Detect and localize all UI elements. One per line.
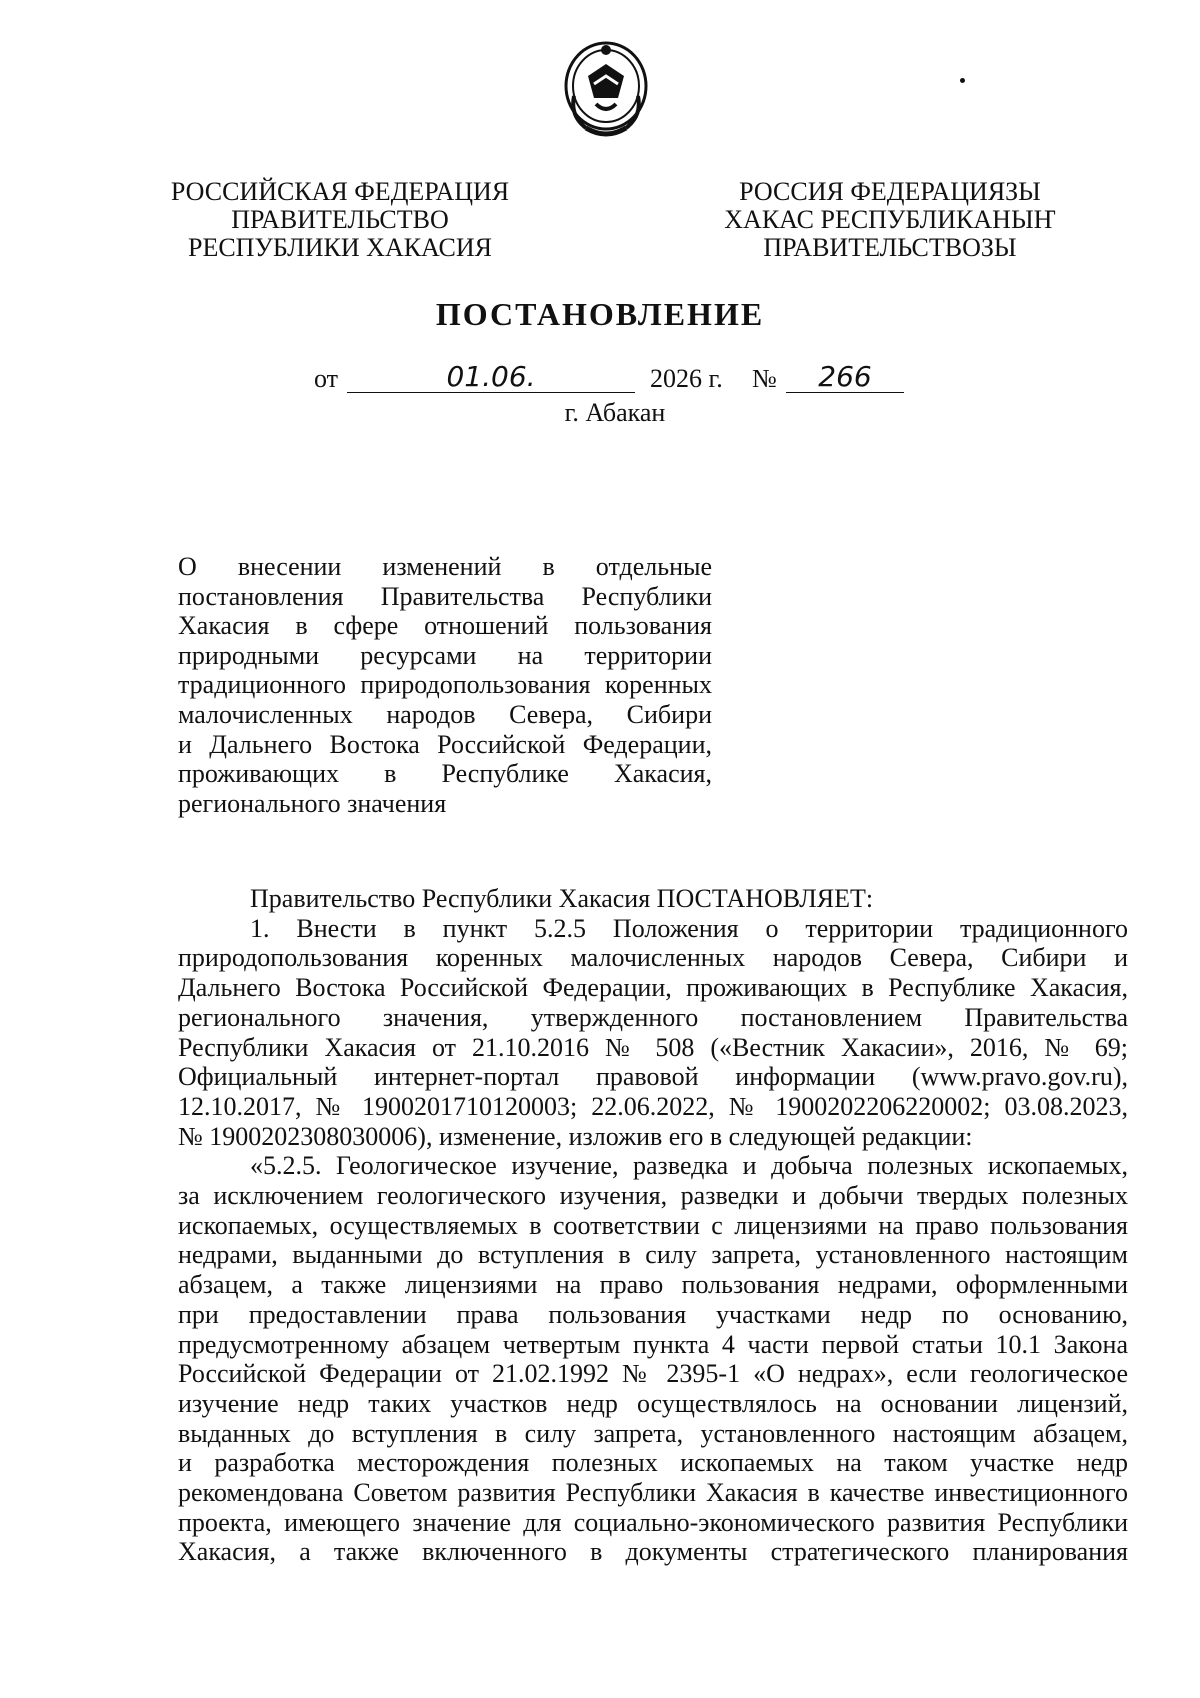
document-body	[178, 884, 1128, 1567]
body-line: при предоставлении права пользования участками недр по основанию,	[178, 1299, 1128, 1329]
header-left-block	[150, 178, 530, 262]
coat-of-arms-emblem	[556, 36, 656, 146]
header-right-line: РОССИЯ ФЕДЕРАЦИЯЗЫ	[739, 177, 1041, 206]
header-right-line: ПРАВИТЕЛЬСТВОЗЫ	[763, 233, 1017, 262]
subject-line: и Дальнего Востока Российской Федерации,	[178, 729, 712, 759]
date-prefix: от	[314, 364, 339, 393]
body-line: предусмотренному абзацем четвертым пункта 4 части первой статьи 10.1 Закона	[178, 1329, 1128, 1359]
body-line: «5.2.5. Геологическое изучение, разведка и добыча полезных ископаемых,	[250, 1151, 1128, 1181]
body-line: за исключением геологического изучения, разведки и добычи твердых полезных	[178, 1181, 1128, 1211]
body-line: ископаемых, осуществляемых в соответствии с лицензиями на право пользования	[178, 1210, 1128, 1240]
body-line: 1. Внести в пункт 5.2.5 Положения о территории традиционного	[250, 913, 1128, 943]
subject-line: природными ресурсами на территории	[178, 640, 712, 670]
body-line: проекта, имеющего значение для социально-экономического развития Республики	[178, 1507, 1128, 1537]
header-right-line: ХАКАС РЕСПУБЛИКАНЫҤ	[724, 205, 1056, 234]
subject-line: проживающих в Республике Хакасия,	[178, 759, 712, 789]
body-line: и разработка месторождения полезных ископаемых на таком участке недр	[178, 1448, 1128, 1478]
body-line: 12.10.2017, № 1900201710120003; 22.06.2022, № 1900202206220002; 03.08.2023,	[178, 1091, 1128, 1121]
header-left-line: РЕСПУБЛИКИ ХАКАСИЯ	[187, 233, 492, 262]
subject-line: традиционного природопользования коренных	[178, 670, 712, 700]
body-line: природопользования коренных малочисленных народов Севера, Сибири и	[178, 943, 1128, 973]
body-line: Правительство Республики Хакасия ПОСТАНОВЛЯЕТ:	[250, 884, 874, 913]
header-left-line: РОССИЙСКАЯ ФЕДЕРАЦИЯ	[170, 177, 510, 206]
number-field-handwritten: 266	[786, 362, 904, 393]
body-line: изучение недр таких участков недр осуществлялось на основании лицензий,	[178, 1388, 1128, 1418]
body-line: Официальный интернет-портал правовой информации (www.pravo.gov.ru),	[178, 1062, 1128, 1092]
header-left-line: ПРАВИТЕЛЬСТВО	[231, 205, 449, 234]
body-line: выданных до вступления в силу запрета, установленного настоящим абзацем,	[178, 1418, 1128, 1448]
body-line: Российской Федерации от 21.02.1992 № 2395-1 «О недрах», если геологическое	[178, 1359, 1128, 1389]
subject-line: Хакасия в сфере отношений пользования	[178, 611, 712, 641]
subject-line: регионального значения	[178, 788, 447, 818]
body-line: недрами, выданными до вступления в силу запрета, установленного настоящим	[178, 1240, 1128, 1270]
body-line: рекомендована Советом развития Республики Хакасия в качестве инвестиционного	[178, 1478, 1128, 1508]
body-line: абзацем, а также лицензиями на право пользования недрами, оформленными	[178, 1270, 1128, 1300]
document-title: ПОСТАНОВЛЕНИЕ	[435, 296, 765, 332]
subject-block	[178, 552, 712, 818]
body-line: Республики Хакасия от 21.10.2016 № 508 («Вестник Хакасии», 2016, № 69;	[178, 1032, 1128, 1062]
body-line: № 1900202308030006), изменение, изложив его в следующей редакции:	[178, 1121, 973, 1151]
scan-dot-mark	[960, 78, 965, 83]
city-label: г. Абакан	[564, 398, 666, 427]
body-line: регионального значения, утвержденного постановлением Правительства	[178, 1002, 1128, 1032]
subject-line: постановления Правительства Республики	[178, 581, 712, 611]
subject-line: О внесении изменений в отдельные	[178, 552, 712, 581]
body-line: Хакасия, а также включенного в документы стратегического планирования	[178, 1537, 1128, 1567]
date-field-handwritten: 01.06.	[347, 362, 635, 393]
header-right-block	[690, 178, 1090, 262]
year-label: 2026 г.	[650, 364, 723, 393]
body-line: Дальнего Востока Российской Федерации, проживающих в Республике Хакасия,	[178, 973, 1128, 1003]
subject-line: малочисленных народов Севера, Сибири	[178, 699, 712, 729]
number-sign: №	[752, 364, 777, 393]
